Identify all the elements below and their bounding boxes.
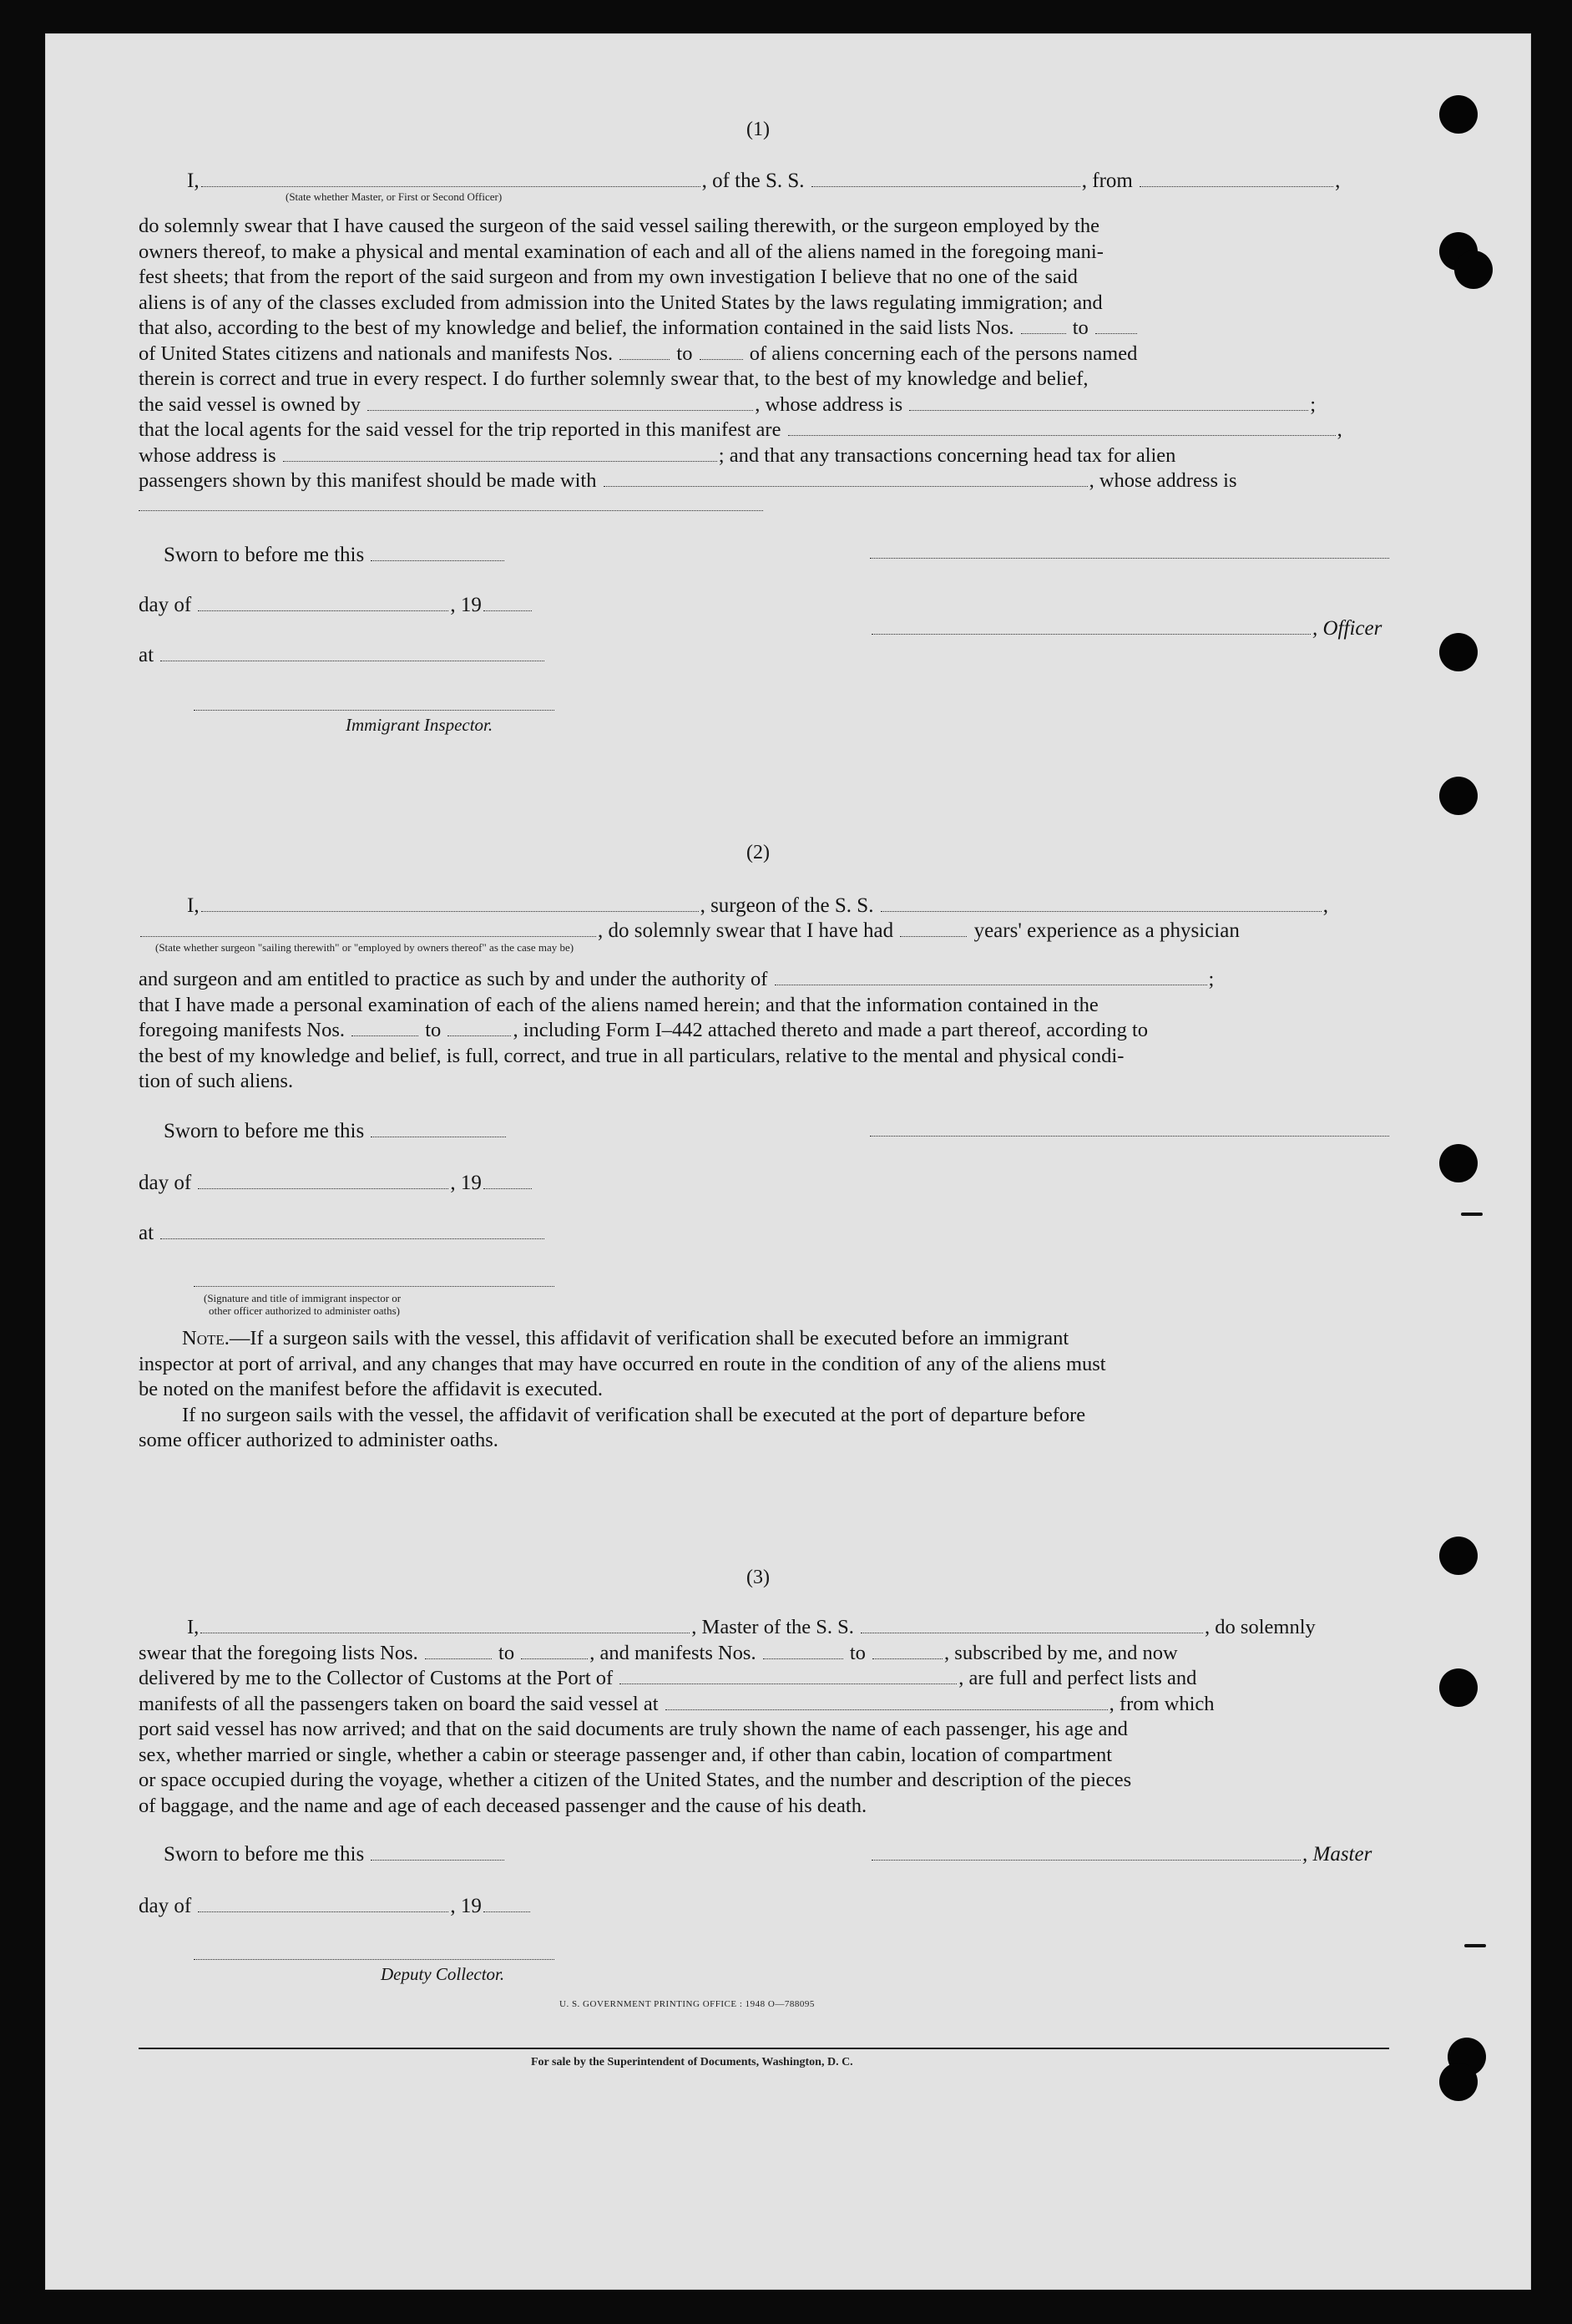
s2-manifests-from-field[interactable] bbox=[351, 1020, 418, 1036]
s3-year-field[interactable] bbox=[483, 1896, 530, 1912]
s1-day-field[interactable] bbox=[198, 595, 448, 611]
section-3-number: (3) bbox=[746, 1567, 770, 1588]
s3-lists-to-field[interactable] bbox=[521, 1643, 588, 1659]
owner-field[interactable] bbox=[367, 395, 753, 411]
surgeon-name-field[interactable] bbox=[201, 896, 699, 912]
s2-sworn-date-field[interactable] bbox=[371, 1121, 506, 1137]
s2-sworn: Sworn to before me this bbox=[164, 1121, 508, 1142]
punch-hole bbox=[1439, 1668, 1478, 1707]
s2-signature-line[interactable] bbox=[870, 1136, 1389, 1137]
master-name-field[interactable] bbox=[200, 1618, 690, 1633]
punch-hole bbox=[1439, 777, 1478, 815]
s1-officer: , Officer bbox=[870, 618, 1382, 639]
s3-deputy-label: Deputy Collector. bbox=[381, 1964, 505, 1984]
s3-master-signature-field[interactable] bbox=[872, 1845, 1301, 1861]
s3-day-field[interactable] bbox=[198, 1896, 448, 1912]
agents-address-field[interactable] bbox=[283, 446, 717, 462]
gpo-imprint: U. S. GOVERNMENT PRINTING OFFICE : 1948 O—788095 bbox=[559, 1999, 815, 2009]
punch-hole bbox=[1439, 1537, 1478, 1575]
s3-sworn: Sworn to before me this bbox=[164, 1844, 506, 1865]
s3-manifests-from-field[interactable] bbox=[763, 1643, 843, 1659]
s2-day-field[interactable] bbox=[198, 1173, 448, 1189]
surgeon-caption: (State whether surgeon "sailing therewith" or "employed by owners thereof" as the case may be) bbox=[155, 941, 574, 954]
sale-notice: For sale by the Superintendent of Documents, Washington, D. C. bbox=[531, 2056, 853, 2068]
s1-at: at bbox=[139, 645, 546, 666]
s2-sig-caption: (Signature and title of immigrant inspector or other officer authorized to administer oaths) bbox=[204, 1292, 402, 1317]
vessel-name-field[interactable] bbox=[811, 171, 1080, 187]
officer-name-field[interactable] bbox=[201, 171, 700, 187]
s3-manifests-to-field[interactable] bbox=[872, 1643, 943, 1659]
hole-edge-mark bbox=[1461, 1213, 1483, 1216]
s1-line1: I, , of the S. S. , from , bbox=[187, 170, 1341, 192]
lists-to-field[interactable] bbox=[1095, 318, 1137, 334]
s1-body: do solemnly swear that I have caused the surgeon of the said vessel sailing therewith, or the surgeon employed by the owners thereof, to make a physical and mental examination of each and all of the aliens named in the foregoing mani- fest sheets; that from the report of the said surgeon and from my own investigation I believe that no one of the said aliens is of any of the classes excluded from admission into the United States by the laws regulating immigration; and that also, according to the best of my knowledge and belief, the information contained in the said lists Nos. to of United States citizens and nationals and manifests Nos. to of aliens concerning each of the persons named therein is correct and true in every respect. I do further solemnly swear that, to the best of my knowledge and belief, the said vessel is owned by , whose address is ; that the local agents for the said vessel for the trip reported in this manifest are , whose address is ; and that any transactions concerning head tax for alien passengers shown by this manifest should be made with , whose address is bbox=[139, 215, 1342, 492]
s1-signature-line[interactable] bbox=[870, 558, 1389, 559]
s2-line1: I, , surgeon of the S. S. , bbox=[187, 894, 1328, 917]
punch-hole bbox=[1439, 2063, 1478, 2101]
local-agents-field[interactable] bbox=[788, 420, 1336, 436]
port-of-departure-field[interactable] bbox=[665, 1694, 1108, 1710]
lists-from-field[interactable] bbox=[1021, 318, 1066, 334]
s2-at: at bbox=[139, 1223, 546, 1243]
s2-inspector-signature-line[interactable] bbox=[194, 1286, 554, 1287]
s2-body: and surgeon and am entitled to practice as such by and under the authority of ; that I have made a personal examination of each of the aliens named herein; and that the information contained in the foregoing manifests Nos. to , including Form I–442 attached thereto and made a part thereof, according to the best of my knowledge and belief, is full, correct, and true in all particulars, relative to the mental and physical condi- tion of such aliens. bbox=[139, 968, 1215, 1092]
years-experience-field[interactable] bbox=[900, 921, 967, 937]
surgeon-status-field[interactable] bbox=[140, 921, 596, 937]
s1-inspector-label: Immigrant Inspector. bbox=[346, 715, 493, 735]
s1-sworn: Sworn to before me this bbox=[164, 544, 506, 565]
manifests-from-field[interactable] bbox=[619, 344, 670, 360]
head-tax-address-field[interactable] bbox=[139, 510, 763, 511]
s3-vessel-field[interactable] bbox=[861, 1618, 1203, 1633]
from-port-field[interactable] bbox=[1140, 171, 1333, 187]
punch-hole bbox=[1439, 95, 1478, 134]
s2-line2: , do solemnly swear that I have had years' experience as a physician bbox=[139, 920, 1240, 941]
s3-master: , Master bbox=[870, 1844, 1372, 1865]
s2-day: day of , 19 bbox=[139, 1172, 533, 1193]
s1-officer-field[interactable] bbox=[872, 619, 1311, 635]
s3-day: day of , 19 bbox=[139, 1896, 532, 1916]
s3-lists-from-field[interactable] bbox=[425, 1643, 492, 1659]
s1-sworn-date-field[interactable] bbox=[371, 545, 504, 561]
s1-inspector-signature-line[interactable] bbox=[194, 710, 554, 711]
punch-hole bbox=[1454, 251, 1493, 289]
s2-vessel-field[interactable] bbox=[881, 896, 1322, 912]
s2-at-field[interactable] bbox=[160, 1223, 544, 1239]
s3-body: I, , Master of the S. S. , do solemnly swear that the foregoing lists Nos. to , and manifests Nos. to , subscribed by me, and now delivered by me to the Collector of Customs at the Port of , are full and perfect lists and manifests of all the passengers taken on board the said vessel at , from which port said vessel has now arrived; and that on the said documents are truly shown the name of each passenger, his age and sex, whether married or single, whether a cabin or steerage passenger and, if other than cabin, location of compartment or space occupied during the voyage, whether a citizen of the United States, and the number and description of the pieces of baggage, and the name and age of each deceased passenger and the cause of his death. bbox=[139, 1616, 1316, 1817]
head-tax-agent-field[interactable] bbox=[604, 471, 1088, 487]
section-2-number: (2) bbox=[746, 842, 770, 863]
punch-hole bbox=[1439, 633, 1478, 671]
footer-rule bbox=[139, 2048, 1389, 2049]
s1-day: day of , 19 bbox=[139, 595, 533, 615]
s2-manifests-to-field[interactable] bbox=[447, 1020, 511, 1036]
port-of-arrival-field[interactable] bbox=[619, 1668, 957, 1684]
s1-year-field[interactable] bbox=[483, 595, 532, 611]
authority-field[interactable] bbox=[775, 970, 1207, 985]
hole-edge-mark bbox=[1464, 1944, 1486, 1947]
s2-note: Note.—If a surgeon sails with the vessel, this affidavit of verification shall be executed before an immigrant inspector at port of arrival, and any changes that may have occurred en route in the condition of any of the aliens must be noted on the manifest before the affidavit is executed. If no surgeon sails with the vessel, the affidavit of verification shall be executed at the port of departure before some officer authorized to administer oaths. bbox=[139, 1327, 1106, 1451]
punch-hole bbox=[1439, 1144, 1478, 1182]
section-1-number: (1) bbox=[746, 119, 770, 140]
s1-at-field[interactable] bbox=[160, 646, 544, 661]
s2-year-field[interactable] bbox=[483, 1173, 532, 1189]
s3-deputy-signature-line[interactable] bbox=[194, 1959, 554, 1960]
owner-address-field[interactable] bbox=[909, 395, 1308, 411]
officer-caption: (State whether Master, or First or Second Officer) bbox=[286, 190, 503, 203]
s3-sworn-date-field[interactable] bbox=[371, 1845, 504, 1861]
manifests-to-field[interactable] bbox=[700, 344, 743, 360]
